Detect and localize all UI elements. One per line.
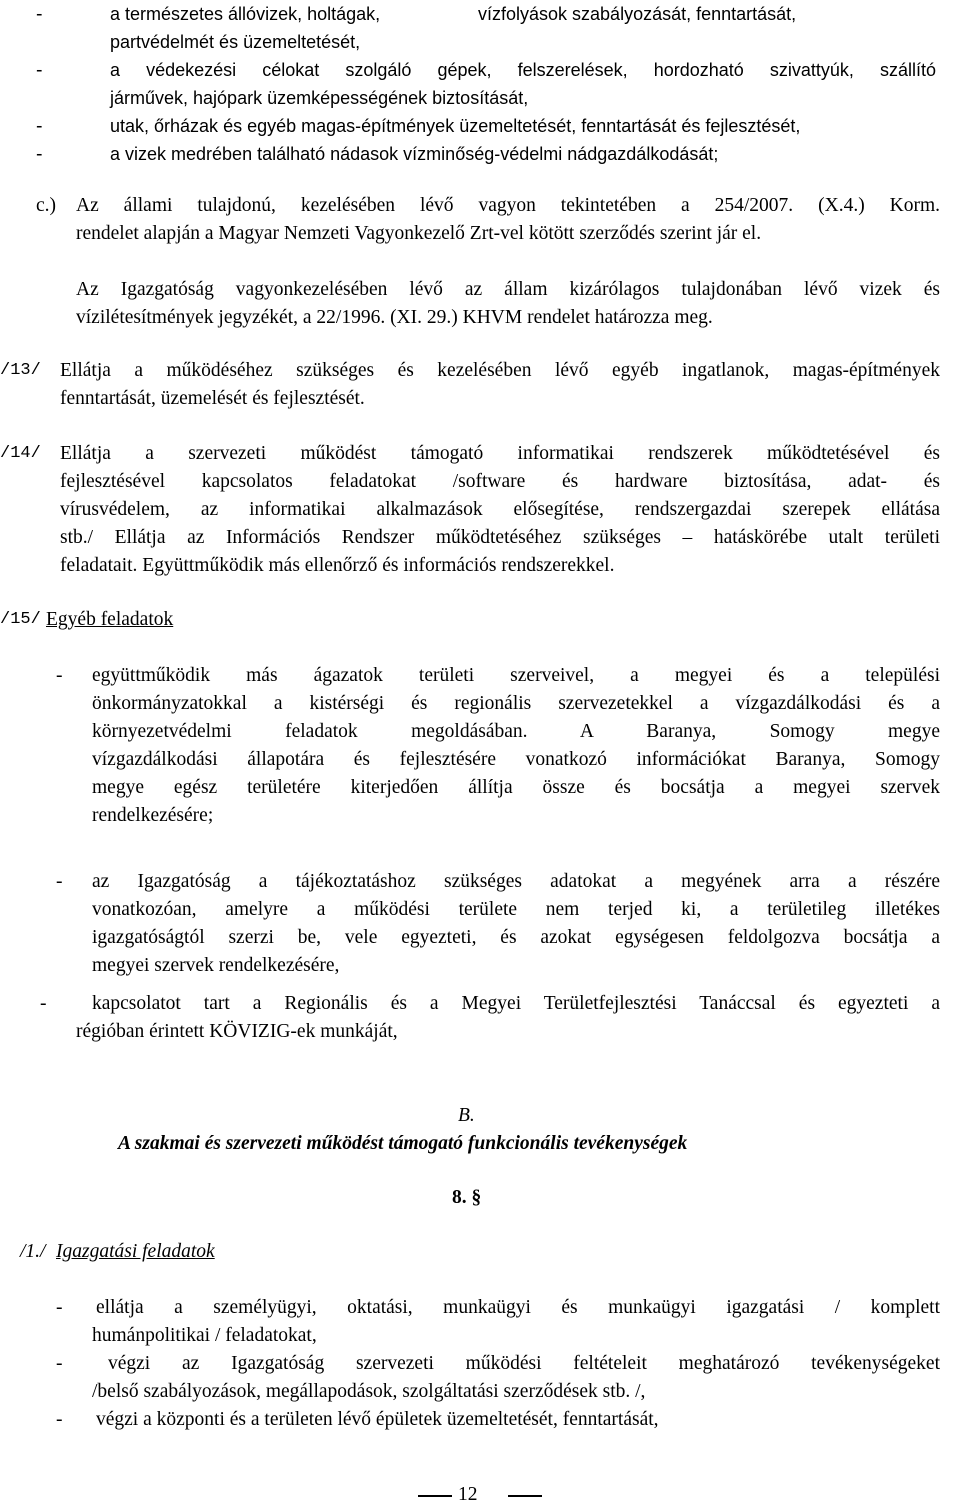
paragraph-sign: 8. §: [452, 1187, 482, 1208]
list-dash: -: [56, 665, 63, 686]
paragraph-line: vírusvédelem, az informatikai alkalmazások elősegítése, rendszergazdai szerepek ellátása: [60, 499, 940, 520]
list-item-line: vonatkozóan, amelyre a működési területe nem terjed ki, a területileg illetékes: [92, 899, 940, 920]
list-item-line: az Igazgatóság a tájékoztatáshoz szükséges adatokat a megyének arra a részére: [92, 871, 940, 892]
list-dash: -: [36, 3, 43, 25]
list-item-line: együttműködik más ágazatok területi szerveivel, a megyei és a települési: [92, 665, 940, 686]
paragraph-number: /1./: [20, 1241, 46, 1262]
list-item-line: végzi a központi és a területen lévő épületek üzemeltetését, fenntartását,: [96, 1409, 659, 1430]
list-dash: -: [56, 1353, 63, 1374]
list-item-line: kapcsolatot tart a Regionális és a Megyei Területfejlesztési Tanáccsal és egyezteti a: [92, 993, 940, 1014]
list-item-line: régióban érintett KÖVIZIG-ek munkáját,: [76, 1021, 398, 1042]
list-item-text: partvédelmét és üzemeltetését,: [110, 32, 361, 52]
list-dash: -: [36, 59, 43, 81]
paragraph-number: /13/: [0, 361, 41, 380]
list-item-text: a védekezési célokat szolgáló gépek, felszerelések, hordozható szivattyúk, szállító: [110, 60, 936, 80]
list-dash: -: [56, 871, 63, 892]
list-item-line: megye egész területére kiterjedően állítja össze és bocsátja a megyei szervek: [92, 777, 940, 798]
paragraph-line: vízilétesítmények jegyzékét, a 22/1996. (XI. 29.) KHVM rendelet határozza meg.: [76, 307, 713, 328]
list-dash: -: [40, 993, 47, 1014]
paragraph-line: fenntartását, üzemelését és fejlesztését.: [60, 388, 365, 409]
list-item-line: humánpolitikai / feladatokat,: [92, 1325, 317, 1346]
section-heading: Egyéb feladatok: [46, 609, 174, 630]
list-dash: -: [36, 143, 43, 165]
list-item-line: vízgazdálkodási állapotára és fejlesztésére vonatkozó információkat Baranya, Somogy: [92, 749, 940, 770]
list-item-text: a természetes állóvizek, holtágak,: [110, 4, 381, 24]
list-item-line: rendelkezésére;: [92, 805, 214, 826]
list-item-text: járművek, hajópark üzemképességének biztosítását,: [110, 88, 529, 108]
list-item-text: vízfolyások szabályozását, fenntartását,: [478, 4, 797, 24]
section-title: A szakmai és szervezeti működést támogató funkcionális tevékenységek: [118, 1133, 688, 1154]
paragraph-line: stb./ Ellátja az Információs Rendszer működtetéséhez szükséges – hatáskörébe utalt területi: [60, 527, 940, 548]
list-dash: -: [56, 1409, 63, 1430]
page-number: 12: [458, 1484, 478, 1505]
paragraph-line: Ellátja a szervezeti működést támogató informatikai rendszerek működtetésével és: [60, 443, 940, 464]
list-item-line: önkormányzatokkal a kistérségi és regionális szervezetekkel a vízgazdálkodási és a: [92, 693, 940, 714]
list-item-line: ellátja a személyügyi, oktatási, munkaügyi és munkaügyi igazgatási / komplett: [96, 1297, 940, 1318]
section-heading: Igazgatási feladatok: [56, 1241, 215, 1262]
paragraph-line: Az Igazgatóság vagyonkezelésében lévő az állam kizárólagos tulajdonában lévő vizek és: [76, 279, 940, 300]
paragraph-line: Ellátja a működéséhez szükséges és kezelésében lévő egyéb ingatlanok, magas-építmények: [60, 360, 940, 381]
paragraph-line: fejlesztésével kapcsolatos feladatokat /software és hardware biztosítása, adat- és: [60, 471, 940, 492]
list-item-line: környezetvédelmi feladatok megoldásában. A Baranya, Somogy megye: [92, 721, 940, 742]
list-item-text: utak, őrházak és egyéb magas-építmények üzemeltetését, fenntartását és fejlesztését,: [110, 116, 801, 136]
footer-dash-right: [508, 1495, 542, 1497]
paragraph-line: Az állami tulajdonú, kezelésében lévő vagyon tekintetében a 254/2007. (X.4.) Korm.: [76, 195, 940, 216]
section-letter: B.: [458, 1105, 475, 1126]
paragraph-number: /15/: [0, 610, 41, 629]
list-item-line: igazgatóságtól szerzi be, vele egyezteti, és azokat egységesen feldolgozva bocsátja a: [92, 927, 940, 948]
footer-dash-left: [418, 1495, 452, 1497]
list-item-line: /belső szabályozások, megállapodások, szolgáltatási szerződések stb. /,: [92, 1381, 646, 1402]
list-dash: -: [56, 1297, 63, 1318]
paragraph-line: feladatait. Együttműködik más ellenőrző és információs rendszerekkel.: [60, 555, 615, 576]
list-item-line: végzi az Igazgatóság szervezeti működési feltételeit meghatározó tevékenységeket: [108, 1353, 940, 1374]
paragraph-line: rendelet alapján a Magyar Nemzeti Vagyonkezelő Zrt-vel kötött szerződés szerint jár el.: [76, 223, 762, 244]
paragraph-number: /14/: [0, 444, 41, 463]
list-item-line: megyei szervek rendelkezésére,: [92, 955, 340, 976]
list-dash: -: [36, 115, 43, 137]
list-item-text: a vizek medrében található nádasok vízminőség-védelmi nádgazdálkodását;: [110, 144, 719, 164]
paragraph-label: c.): [36, 195, 57, 216]
